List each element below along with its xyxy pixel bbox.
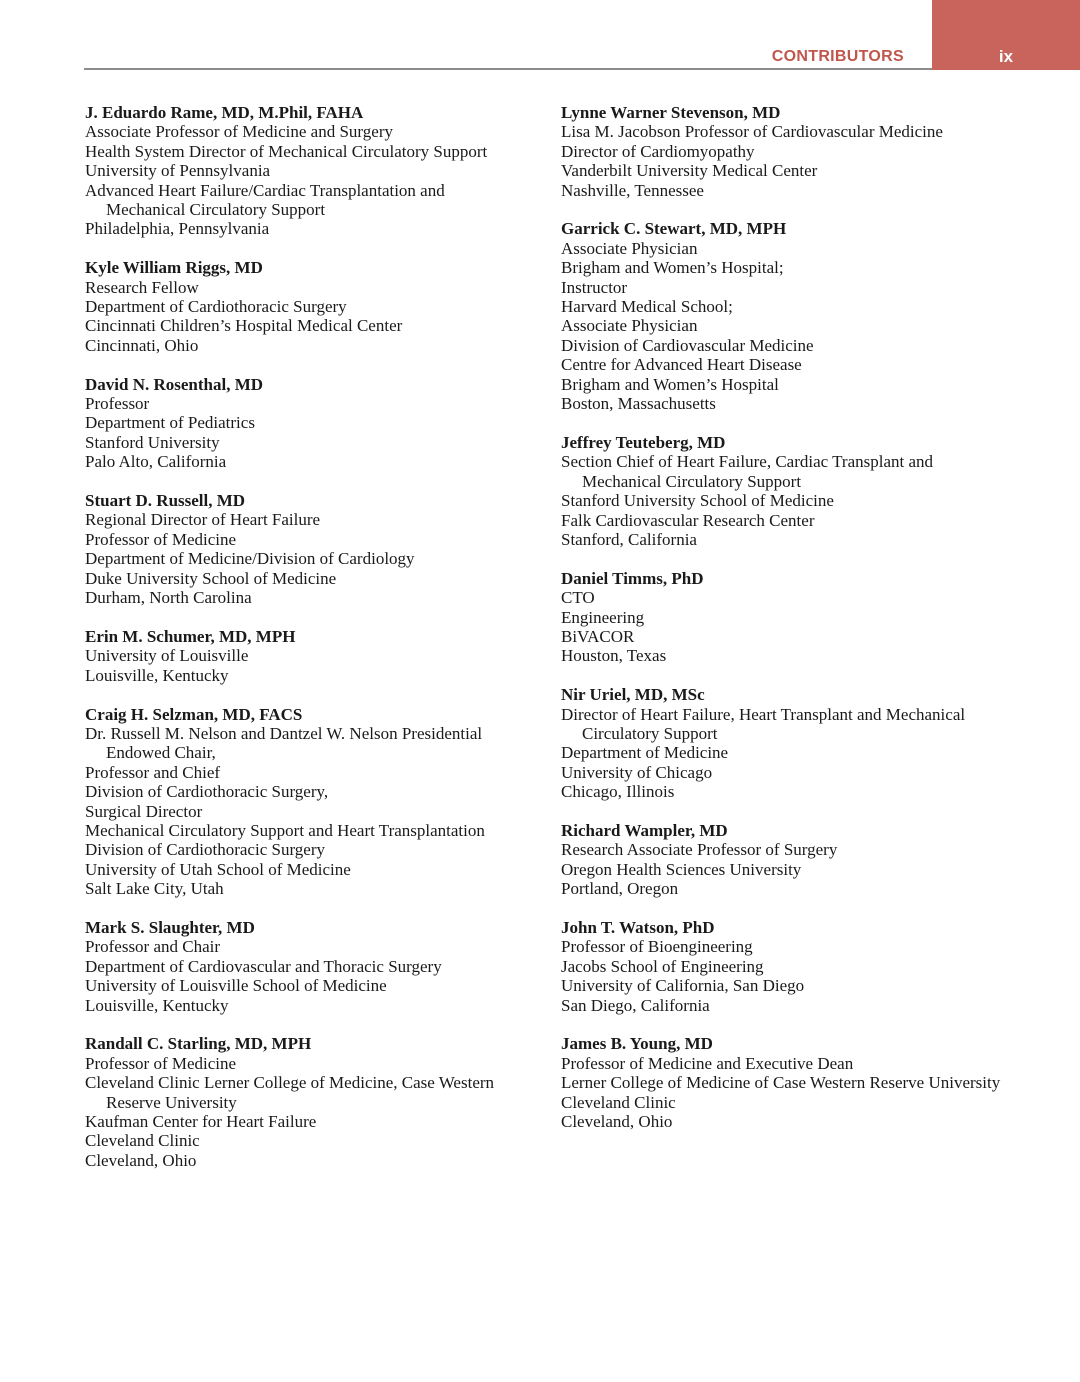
affiliation-line: Boston, Massachusetts xyxy=(561,394,716,414)
affiliation-line: Division of Cardiothoracic Surgery xyxy=(85,840,326,860)
affiliation-line: University of Louisville xyxy=(85,646,249,666)
contributor-name: Nir Uriel, MD, MSc xyxy=(561,685,705,705)
affiliation-line: Vanderbilt University Medical Center xyxy=(561,161,818,181)
affiliation-line: Division of Cardiovascular Medicine xyxy=(561,335,814,355)
affiliation-line: Stanford University xyxy=(85,432,220,452)
affiliation-line: Kaufman Center for Heart Failure xyxy=(85,1112,317,1132)
affiliation-line: Associate Physician xyxy=(561,238,698,258)
contributor-entry xyxy=(561,569,1001,666)
affiliation-line: Professor and Chief xyxy=(85,762,221,782)
affiliation-line: Chicago, Illinois xyxy=(561,782,675,802)
affiliation-line: Director of Cardiomyopathy xyxy=(561,141,755,161)
affiliation-line: Oregon Health Sciences University xyxy=(561,859,802,879)
page-number-tab xyxy=(932,0,1080,70)
affiliation-line: Houston, Texas xyxy=(561,646,667,666)
contributor-name: Craig H. Selzman, MD, FACS xyxy=(85,704,303,724)
affiliation-line: Lisa M. Jacobson Professor of Cardiovascular Medicine xyxy=(561,122,943,142)
contributor-entry xyxy=(561,433,1001,549)
affiliation-line: Nashville, Tennessee xyxy=(561,180,704,200)
affiliation-line: Associate Physician xyxy=(561,316,698,336)
affiliation-line: Harvard Medical School; xyxy=(561,297,733,317)
affiliation-line: BiVACOR xyxy=(561,626,635,646)
contributor-entry xyxy=(561,685,1001,801)
contributor-entry xyxy=(85,1034,525,1170)
affiliation-line: Louisville, Kentucky xyxy=(85,665,229,685)
affiliation-line: Department of Pediatrics xyxy=(85,413,255,433)
affiliation-line: Duke University School of Medicine xyxy=(85,568,337,588)
affiliation-line: University of Pennsylvania xyxy=(85,161,271,181)
affiliation-line: Research Fellow xyxy=(85,277,199,297)
affiliation-line: Louisville, Kentucky xyxy=(85,995,229,1015)
affiliation-line: Instructor xyxy=(561,277,628,297)
contributor-entry xyxy=(85,705,525,899)
contributor-name: John T. Watson, PhD xyxy=(561,917,715,937)
affiliation-line: Brigham and Women’s Hospital xyxy=(561,374,779,394)
affiliation-line: Falk Cardiovascular Research Center xyxy=(561,510,815,530)
affiliation-line: Portland, Oregon xyxy=(561,879,679,899)
affiliation-line: Director of Heart Failure, Heart Transplant and Mechanical Circulatory Support xyxy=(561,704,966,743)
affiliation-line: Lerner College of Medicine of Case Western Reserve University xyxy=(561,1073,1001,1093)
affiliation-line: Department of Medicine xyxy=(561,743,729,763)
affiliation-line: Department of Cardiovascular and Thoracic Surgery xyxy=(85,956,442,976)
contributor-entry xyxy=(85,375,525,472)
affiliation-line: Professor of Bioengineering xyxy=(561,937,753,957)
affiliation-line: Durham, North Carolina xyxy=(85,588,252,608)
affiliation-line: Salt Lake City, Utah xyxy=(85,879,224,899)
contributor-entry xyxy=(85,258,525,355)
contributor-entry xyxy=(85,103,525,239)
affiliation-line: Centre for Advanced Heart Disease xyxy=(561,355,802,375)
contributor-name: Randall C. Starling, MD, MPH xyxy=(85,1034,312,1054)
contributor-name: Erin M. Schumer, MD, MPH xyxy=(85,626,296,646)
contributor-entry xyxy=(85,918,525,1015)
affiliation-line: Jacobs School of Engineering xyxy=(561,956,764,976)
affiliation-line: Professor and Chair xyxy=(85,937,221,957)
contributor-name: J. Eduardo Rame, MD, M.Phil, FAHA xyxy=(85,103,364,122)
affiliation-line: Stanford University School of Medicine xyxy=(561,491,834,511)
affiliation-line: Philadelphia, Pennsylvania xyxy=(85,219,270,239)
affiliation-line: Regional Director of Heart Failure xyxy=(85,510,321,530)
contributor-entry xyxy=(85,627,525,685)
affiliation-line: Engineering xyxy=(561,607,645,627)
affiliation-line: University of Louisville School of Medicine xyxy=(85,976,387,996)
affiliation-line: Cincinnati, Ohio xyxy=(85,335,199,355)
affiliation-line: Professor of Medicine xyxy=(85,1053,237,1073)
affiliation-line: Stanford, California xyxy=(561,529,697,549)
contributor-entry xyxy=(85,491,525,607)
contributor-name: Garrick C. Stewart, MD, MPH xyxy=(561,219,787,239)
contributor-name: Daniel Timms, PhD xyxy=(561,568,704,588)
contributor-name: Lynne Warner Stevenson, MD xyxy=(561,103,781,122)
contributor-name: Jeffrey Teuteberg, MD xyxy=(561,432,726,452)
affiliation-line: Research Associate Professor of Surgery xyxy=(561,840,838,860)
contributor-entry xyxy=(561,1034,1001,1131)
affiliation-line: University of California, San Diego xyxy=(561,976,805,996)
header-divider xyxy=(84,68,932,70)
affiliation-line: University of Utah School of Medicine xyxy=(85,859,351,879)
affiliation-line: University of Chicago xyxy=(561,762,713,782)
contributor-name: Kyle William Riggs, MD xyxy=(85,258,263,278)
affiliation-line: Cleveland Clinic xyxy=(85,1131,200,1151)
affiliation-line: Professor of Medicine xyxy=(85,529,237,549)
running-header: CONTRIBUTORS xyxy=(771,48,904,65)
affiliation-line: Department of Medicine/Division of Cardiology xyxy=(85,549,415,569)
affiliation-line: Cleveland Clinic xyxy=(561,1092,676,1112)
contributor-entry xyxy=(561,918,1001,1015)
contributor-name: Richard Wampler, MD xyxy=(561,820,728,840)
contributors-right-column xyxy=(561,103,1001,1151)
contributor-name: David N. Rosenthal, MD xyxy=(85,374,264,394)
affiliation-line: Palo Alto, California xyxy=(85,452,227,472)
contributor-name: James B. Young, MD xyxy=(561,1034,713,1054)
affiliation-line: Mechanical Circulatory Support and Heart Transplantation xyxy=(85,820,485,840)
contributor-name: Mark S. Slaughter, MD xyxy=(85,917,255,937)
affiliation-line: Cleveland Clinic Lerner College of Medicine, Case Western Reserve University xyxy=(85,1073,495,1112)
affiliation-line: Section Chief of Heart Failure, Cardiac Transplant and Mechanical Circulatory Support xyxy=(561,452,934,491)
contributor-name: Stuart D. Russell, MD xyxy=(85,491,246,511)
affiliation-line: San Diego, California xyxy=(561,995,710,1015)
page-number: ix xyxy=(998,47,1014,66)
affiliation-line: Professor of Medicine and Executive Dean xyxy=(561,1053,854,1073)
affiliation-line: Department of Cardiothoracic Surgery xyxy=(85,297,347,317)
contributors-left-column xyxy=(85,103,525,1190)
contributor-entry xyxy=(561,821,1001,899)
affiliation-line: Surgical Director xyxy=(85,801,203,821)
affiliation-line: CTO xyxy=(561,588,595,608)
contributor-entry xyxy=(561,219,1001,413)
affiliation-line: Brigham and Women’s Hospital; xyxy=(561,258,784,278)
affiliation-line: Cleveland, Ohio xyxy=(85,1150,197,1170)
affiliation-line: Associate Professor of Medicine and Surgery xyxy=(85,122,393,142)
affiliation-line: Dr. Russell M. Nelson and Dantzel W. Nelson Presidential Endowed Chair, xyxy=(85,723,483,763)
affiliation-line: Advanced Heart Failure/Cardiac Transplantation and Mechanical Circulatory Support xyxy=(85,180,445,220)
affiliation-line: Health System Director of Mechanical Circulatory Support xyxy=(85,141,488,161)
affiliation-line: Professor xyxy=(85,394,150,414)
affiliation-line: Cleveland, Ohio xyxy=(561,1112,673,1132)
affiliation-line: Cincinnati Children’s Hospital Medical Center xyxy=(85,316,403,336)
contributor-entry xyxy=(561,103,1001,200)
affiliation-line: Division of Cardiothoracic Surgery, xyxy=(85,782,329,802)
